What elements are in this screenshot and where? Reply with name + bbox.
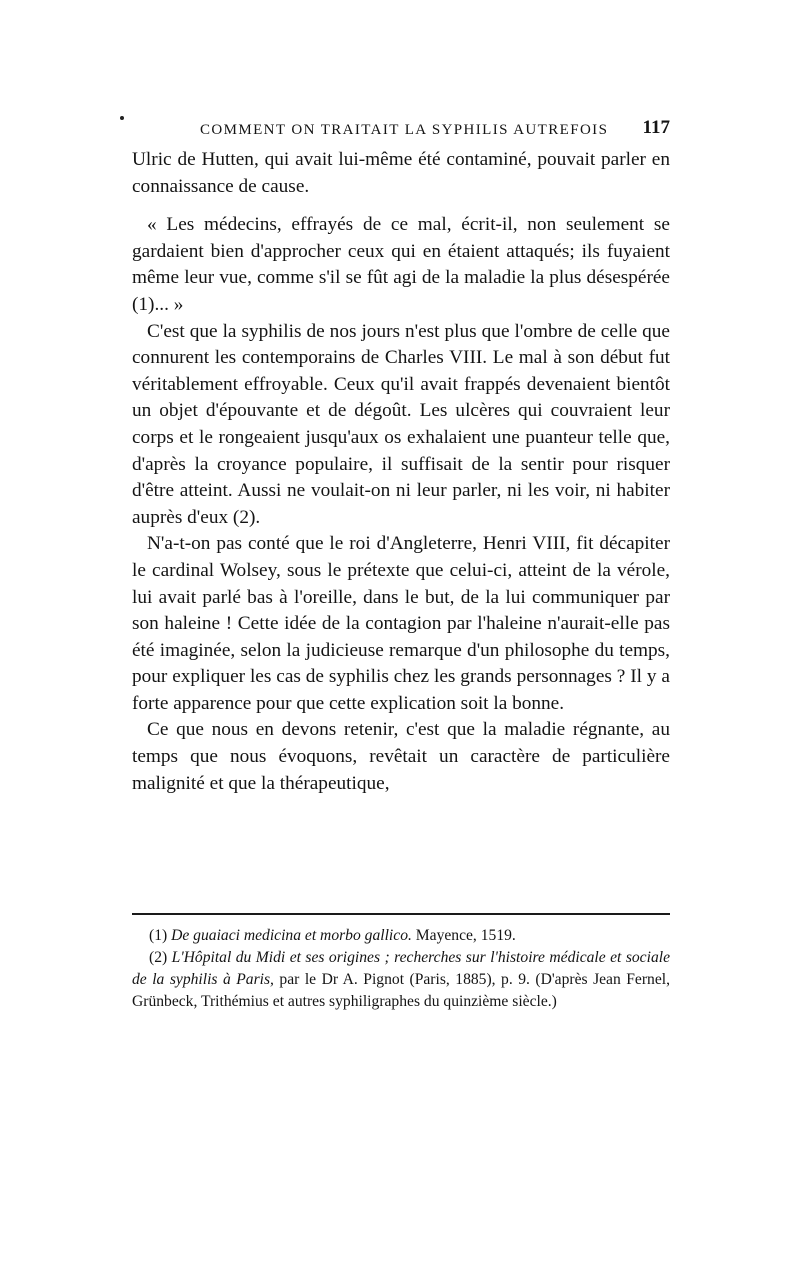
footnote-2	[132, 947, 670, 1013]
footnote-title: De guaiaci medicina et morbo gallico.	[171, 927, 412, 944]
footnote-marker: (1)	[149, 927, 172, 944]
paragraph: N'a-t-on pas conté que le roi d'Angleterre, Henri VIII, fit décapiter le cardinal Wolsey, sous le prétexte que celui-ci, atteint de la vérole, lui avait parlé bas à l'oreille, dans le but, de la lui communiquer par son haleine ! Cette idée de la contagion par l'haleine n'aurait-elle pas été imaginée, selon la judicieuse remarque d'un philosophe du temps, pour expliquer les cas de syphilis chez les grands personnages ? Il y a forte apparence pour que cette explication soit la bonne.	[132, 533, 670, 714]
running-header	[200, 118, 670, 142]
paragraph: C'est que la syphilis de nos jours n'est plus que l'ombre de celle que connurent les contemporains de Charles VIII. Le mal à son début fut véritablement effroyable. Ceux qu'il avait frappés devenaient bientôt un objet d'épouvante et de dégoût. Les ulcères qui couvraient leur corps et le rongeaient jusqu'aux os exhalaient une puanteur telle que, d'après la croyance populaire, il suffisait de la sentir pour risquer d'être atteint. Aussi ne voulait-on ni leur parler, ni les voir, ni habiter auprès d'eux (2).	[132, 320, 670, 528]
footnote-1	[132, 925, 670, 947]
paragraph-continuation: Ulric de Hutten, qui avait lui-même été contaminé, pouvait parler en connaissance de cause.	[132, 149, 670, 197]
footnote-separator	[132, 913, 670, 915]
paragraph-quote: « Les médecins, effrayés de ce mal, écrit-il, non seulement se gardaient bien d'approcher ceux qui en étaient attaqués; ils fuyaient même leur vue, comme s'il se fût agi de la maladie la plus désespérée (1)... »	[132, 214, 670, 315]
paragraph: Ce que nous en devons retenir, c'est que la maladie régnante, au temps que nous évoquons, revêtait un caractère de particulière malignité et que la thérapeutique,	[132, 719, 670, 794]
footnote-marker: (2)	[149, 949, 172, 966]
running-title: COMMENT ON TRAITAIT LA SYPHILIS AUTREFOIS	[200, 122, 609, 138]
footnote-text: par le Dr A. Pignot (Paris, 1885), p. 9. (D'après Jean Fernel, Grünbeck, Trithémius et autres syphiligraphes du quinzième siècle.)	[132, 971, 670, 1010]
page-number: 117	[642, 117, 670, 138]
print-speck	[120, 116, 124, 120]
footnotes	[132, 925, 670, 1013]
main-text	[132, 147, 670, 797]
footnote-title: L'Hôpital du Midi et ses origines ; recherches sur l'histoire médicale et sociale de la syphilis à Paris,	[132, 949, 670, 988]
footnote-text: Mayence, 1519.	[411, 927, 516, 944]
